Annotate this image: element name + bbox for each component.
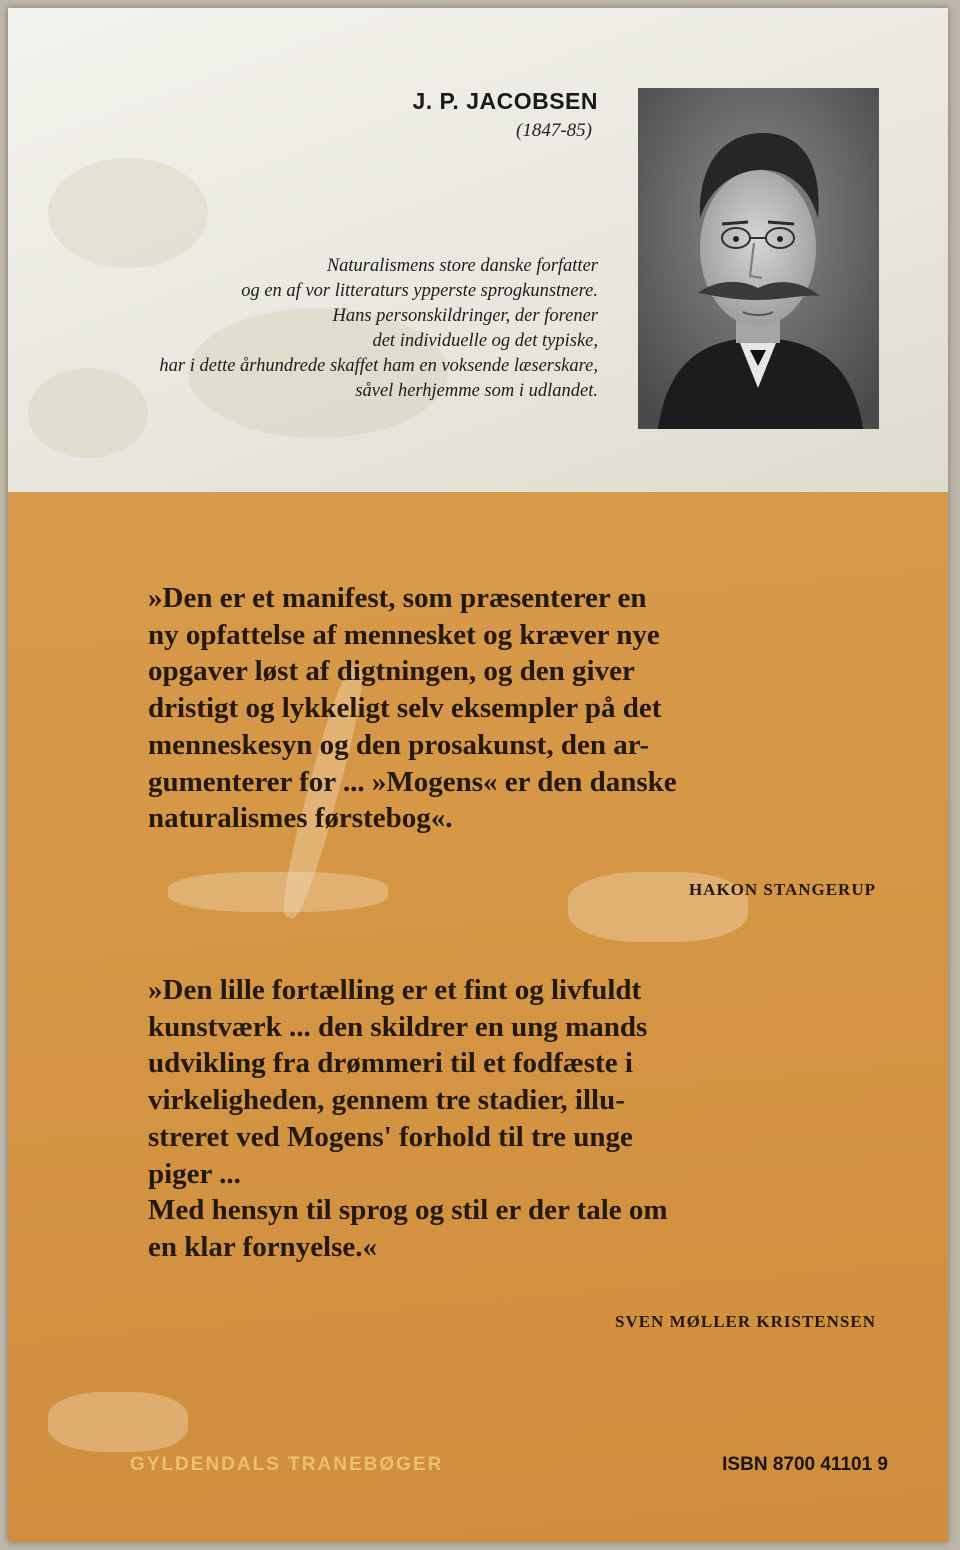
quote-line: gumenterer for ... »Mogens« er den danske (148, 765, 677, 798)
author-years: (1847-85) (516, 120, 592, 141)
review-panel (8, 492, 948, 1542)
book-back-cover (8, 8, 948, 1542)
quote-line: piger ... (148, 1157, 241, 1190)
portrait-photo-icon (638, 88, 879, 429)
isbn-number: ISBN 8700 41101 9 (722, 1454, 888, 1475)
quote-attribution: HAKON STANGERUP (688, 880, 876, 899)
quote-line: »Den er et manifest, som præsenterer en (148, 582, 647, 614)
quote-line: udvikling fra drømmeri til et fodfæste i (148, 1047, 633, 1080)
quote-line: streret ved Mogens' forhold til tre unge (148, 1120, 633, 1153)
blurb-line: og en af vor litteraturs ypperste sprogkunstnere. (241, 281, 598, 301)
quote-line: ny opfattelse af mennesket og kræver nye (148, 618, 660, 651)
blurb-line: Hans personskildringer, der forener (332, 306, 598, 326)
quote-line: virkeligheden, gennem tre stadier, illu- (148, 1084, 625, 1117)
author-blurb (78, 254, 598, 404)
blurb-line: har i dette århundrede skaffet ham en voksende læserskare, (159, 356, 598, 376)
quote-line: dristigt og lykkeligt selv eksempler på det (148, 692, 662, 725)
quote-line: naturalismes førstebog«. (148, 802, 453, 835)
author-name: J. P. JACOBSEN (412, 88, 598, 114)
quote-attribution: SVEN MØLLER KRISTENSEN (614, 1312, 876, 1331)
author-portrait (638, 88, 879, 429)
wear-mark (48, 1392, 188, 1452)
review-quote (148, 580, 883, 837)
blurb-line: såvel herhjemme som i udlandet. (355, 381, 598, 401)
blurb-line: det individuelle og det typiske, (372, 331, 598, 351)
publisher-imprint: GYLDENDALS TRANEBØGER (130, 1454, 444, 1475)
blurb-line: Naturalismens store danske forfatter (326, 256, 598, 276)
review-quote (148, 972, 883, 1266)
quote-line: Med hensyn til sprog og stil er der tale om (148, 1194, 668, 1227)
quote-line: »Den lille fortælling er et fint og livfuldt (148, 974, 642, 1006)
wear-mark (168, 872, 388, 912)
stain (48, 158, 208, 268)
quote-line: menneskesyn og den prosakunst, den ar- (148, 728, 650, 761)
author-panel (8, 8, 948, 492)
quote-line: opgaver løst af digtningen, og den giver (148, 655, 635, 688)
quote-line: kunstværk ... den skildrer en ung mands (148, 1010, 648, 1043)
quote-line: en klar fornyelse.« (148, 1230, 378, 1263)
